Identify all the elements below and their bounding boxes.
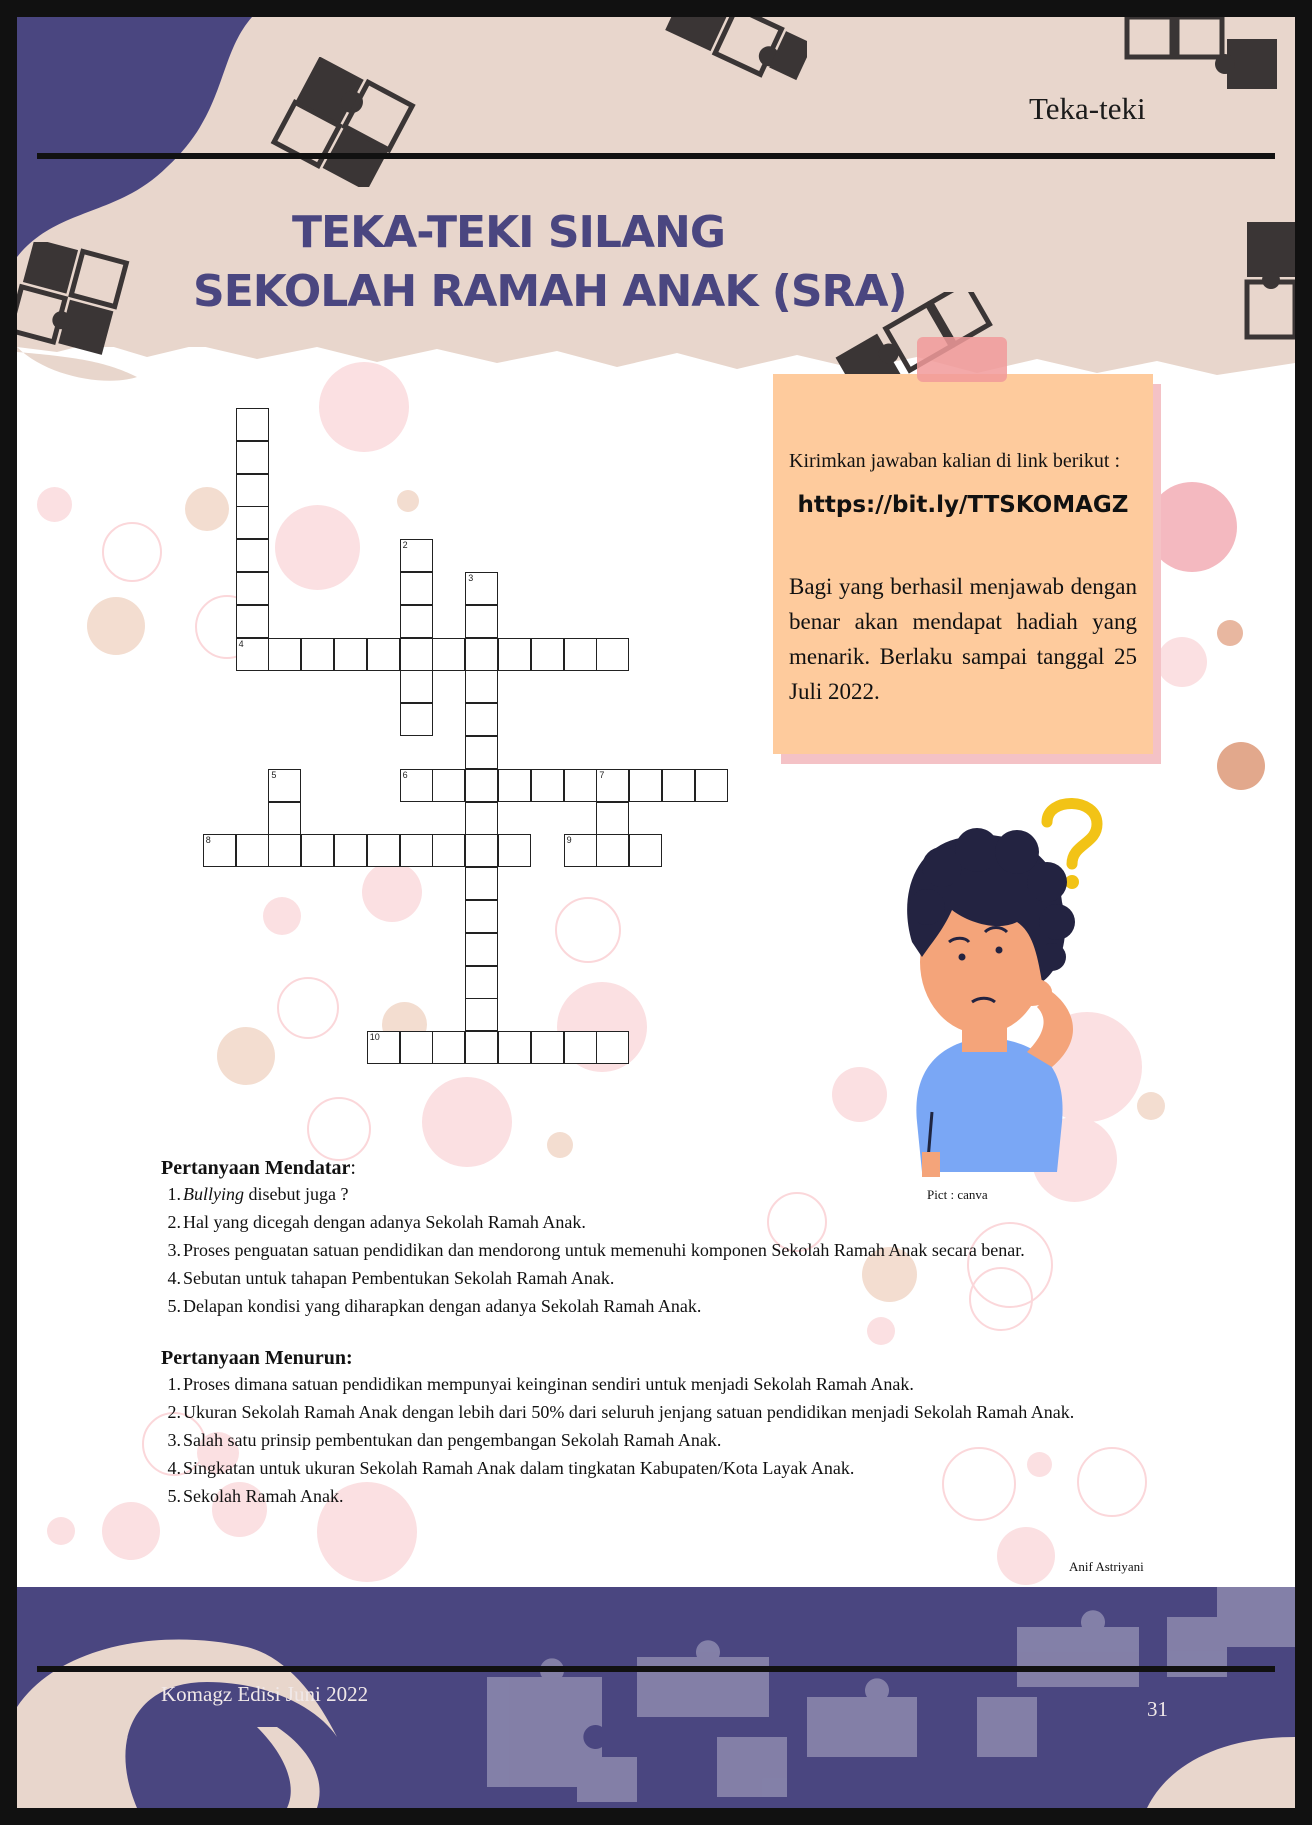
crossword-cell[interactable] [400,670,433,703]
question-text: Proses penguatan satuan pendidikan dan mendorong untuk memenuhi komponen Sekolah Ramah Anak secara benar. [183,1240,1025,1260]
crossword-cell[interactable] [301,834,334,867]
crossword-cell[interactable] [629,834,662,867]
questions-menurun [161,1347,1074,1510]
crossword-clue-number: 7 [599,769,605,780]
question-number: 3. [167,1240,181,1260]
crossword-cell[interactable] [334,638,367,671]
decorative-bubble [319,362,409,452]
crossword-cell[interactable] [236,441,269,474]
note-intro: Kirimkan jawaban kalian di link berikut : [789,450,1121,472]
decorative-bubble [1217,620,1243,646]
crossword-cell[interactable] [236,408,269,441]
crossword-cell[interactable] [465,736,498,769]
question-menurun-item [161,1370,1074,1398]
crossword-cell[interactable] [268,802,301,835]
question-mendatar-item [161,1236,1025,1264]
crossword-cell[interactable] [400,539,433,572]
decorative-bubble [867,1317,895,1345]
puzzle-piece-icon [17,242,137,382]
decorative-bubble [1217,742,1265,790]
question-menurun-item [161,1426,1074,1454]
question-number: 3. [167,1430,181,1450]
footer-rule [37,1666,1275,1672]
crossword-cell[interactable] [465,572,498,605]
crossword-cell[interactable] [465,834,498,867]
crossword-cell[interactable] [564,1031,597,1064]
crossword-cell[interactable] [596,802,629,835]
crossword-cell[interactable] [465,1031,498,1064]
crossword-clue-number: 9 [566,835,572,846]
crossword-cell[interactable] [432,834,465,867]
decorative-bubble [1147,482,1237,572]
crossword-cell[interactable] [596,1031,629,1064]
page-sheet [17,17,1295,1808]
crossword-cell[interactable] [531,1031,564,1064]
thinking-boy-illustration [857,792,1117,1192]
question-text: Sebutan untuk tahapan Pembentukan Sekolah Ramah Anak. [183,1268,615,1288]
crossword-cell[interactable] [564,638,597,671]
title-line-2: SEKOLAH RAMAH ANAK (SRA) [193,266,907,317]
crossword-cell[interactable] [268,638,301,671]
crossword-cell[interactable] [465,769,498,802]
crossword-cell[interactable] [465,867,498,900]
decorative-bubble [1157,637,1207,687]
crossword-cell[interactable] [268,834,301,867]
section-label: Teka-teki [1029,91,1146,126]
questions-mendatar [161,1157,1025,1320]
question-text: Singkatan untuk ukuran Sekolah Ramah Anak dalam tingkatan Kabupaten/Kota Layak Anak. [183,1458,855,1478]
crossword-clue-number: 4 [238,638,244,649]
crossword-cell[interactable] [596,769,629,802]
page-number: 31 [1147,1697,1168,1721]
crossword-cell[interactable] [432,1031,465,1064]
question-menurun-item [161,1482,1074,1510]
crossword-clue-number: 8 [205,835,211,846]
header-rule [37,153,1275,159]
question-number: 2. [167,1402,181,1422]
decorative-bubble [1077,1447,1147,1517]
answer-link[interactable]: https://bit.ly/TTSKOMAGZ [797,492,1129,518]
crossword-cell[interactable] [662,769,695,802]
decorative-bubble [307,1097,371,1161]
crossword-cell[interactable] [236,506,269,539]
decorative-bubble [277,977,339,1039]
question-text: Proses dimana satuan pendidikan mempunyai keinginan sendiri untuk menjadi Sekolah Ramah Anak. [183,1374,914,1394]
crossword-cell[interactable] [236,474,269,507]
crossword-cell[interactable] [465,802,498,835]
crossword-cell[interactable] [367,638,400,671]
crossword-cell[interactable] [432,769,465,802]
puzzle-piece-icon [257,57,437,187]
crossword-cell[interactable] [367,1031,400,1064]
crossword-cell[interactable] [498,834,531,867]
crossword-cell[interactable] [236,572,269,605]
decorative-bubble [102,1502,160,1560]
question-number: 5. [167,1486,181,1506]
question-number: 4. [167,1458,181,1478]
mendatar-heading: Pertanyaan Mendatar: [161,1157,356,1179]
question-number: 5. [167,1296,181,1316]
note-tape [917,337,1007,382]
question-number: 4. [167,1268,181,1288]
crossword-clue-number: 6 [402,769,408,780]
crossword-cell[interactable] [400,703,433,736]
decorative-bubble [275,505,360,590]
crossword-cell[interactable] [465,605,498,638]
crossword-clue-number: 2 [402,540,408,551]
crossword-cell[interactable] [498,1031,531,1064]
decorative-bubble [47,1517,75,1545]
crossword-cell[interactable] [531,638,564,671]
crossword-clue-number: 5 [271,769,277,780]
crossword-cell[interactable] [695,769,728,802]
crossword-clue-number: 3 [468,573,474,583]
note-body: Bagi yang berhasil menjawab dengan benar akan mendapat hadiah yang menarik. Berlaku sampai tanggal 25 Juli 2022. [789,574,1137,704]
mendatar-list [161,1180,1025,1320]
decorative-bubble [102,522,162,582]
crossword-cell[interactable] [236,834,269,867]
decorative-bubble [547,1132,573,1158]
question-text: Hal yang dicegah dengan adanya Sekolah Ramah Anak. [183,1212,586,1232]
question-text: disebut juga ? [244,1184,349,1204]
crossword-cell[interactable] [268,769,301,802]
edition-label: Komagz Edisi Juni 2022 [161,1682,369,1706]
decorative-bubble [185,487,229,531]
image-credit: Pict : canva [927,1187,988,1202]
question-emphasis: Bullying [183,1184,244,1204]
decorative-bubble [422,1077,512,1167]
question-menurun-item [161,1398,1074,1426]
crossword-cell[interactable] [334,834,367,867]
menurun-heading: Pertanyaan Menurun: [161,1347,353,1369]
decorative-bubble [217,1027,275,1085]
question-number: 1. [167,1184,181,1204]
question-mendatar-item [161,1208,1025,1236]
crossword-cell[interactable] [465,933,498,966]
question-text: Sekolah Ramah Anak. [183,1486,344,1506]
menurun-list [161,1370,1074,1510]
crossword-cell[interactable] [400,572,433,605]
decorative-bubble [87,597,145,655]
submission-note [773,374,1153,754]
crossword-cell[interactable] [498,638,531,671]
crossword-cell[interactable] [236,638,269,671]
crossword-cell[interactable] [629,769,662,802]
crossword-cell[interactable] [301,638,334,671]
question-text: Ukuran Sekolah Ramah Anak dengan lebih dari 50% dari seluruh jenjang satuan pendidikan menjadi Sekolah Ramah Anak. [183,1402,1075,1422]
crossword-cell[interactable] [465,900,498,933]
decorative-bubble [397,490,419,512]
decorative-bubble [1137,1092,1165,1120]
crossword-cell[interactable] [465,670,498,703]
crossword-cell[interactable] [236,539,269,572]
crossword-cell[interactable] [400,638,433,671]
decorative-bubble [37,487,72,522]
crossword-cell[interactable] [400,769,433,802]
question-mendatar-item [161,1264,1025,1292]
question-number: 1. [167,1374,181,1394]
crossword-cell[interactable] [465,998,498,1031]
crossword-cell[interactable] [203,834,236,867]
crossword-cell[interactable] [465,703,498,736]
crossword-cell[interactable] [236,605,269,638]
puzzle-piece-icon [637,17,807,107]
decorative-bubble [997,1527,1055,1585]
question-number: 2. [167,1212,181,1232]
crossword-cell[interactable] [498,769,531,802]
question-mendatar-item [161,1292,1025,1320]
crossword-cell[interactable] [531,769,564,802]
decorative-bubble [263,897,301,935]
author-name: Anif Astriyani [1069,1559,1144,1574]
crossword-cell[interactable] [367,834,400,867]
crossword-cell[interactable] [432,638,465,671]
crossword-cell[interactable] [596,638,629,671]
puzzle-piece-icon [1237,222,1295,372]
crossword-cell[interactable] [400,605,433,638]
crossword-cell[interactable] [564,769,597,802]
crossword-cell[interactable] [596,834,629,867]
crossword-cell[interactable] [465,966,498,999]
title-line-1: TEKA-TEKI SILANG [292,207,725,258]
question-menurun-item [161,1454,1074,1482]
question-text: Delapan kondisi yang diharapkan dengan adanya Sekolah Ramah Anak. [183,1296,702,1316]
crossword-cell[interactable] [465,638,498,671]
crossword-cell[interactable] [564,834,597,867]
question-text: Salah satu prinsip pembentukan dan pengembangan Sekolah Ramah Anak. [183,1430,722,1450]
crossword-clue-number: 10 [369,1032,380,1043]
crossword-cell[interactable] [400,834,433,867]
question-mendatar-item [161,1180,1025,1208]
crossword-cell[interactable] [400,1031,433,1064]
decorative-bubble [555,897,621,963]
decorative-bubble [362,862,422,922]
